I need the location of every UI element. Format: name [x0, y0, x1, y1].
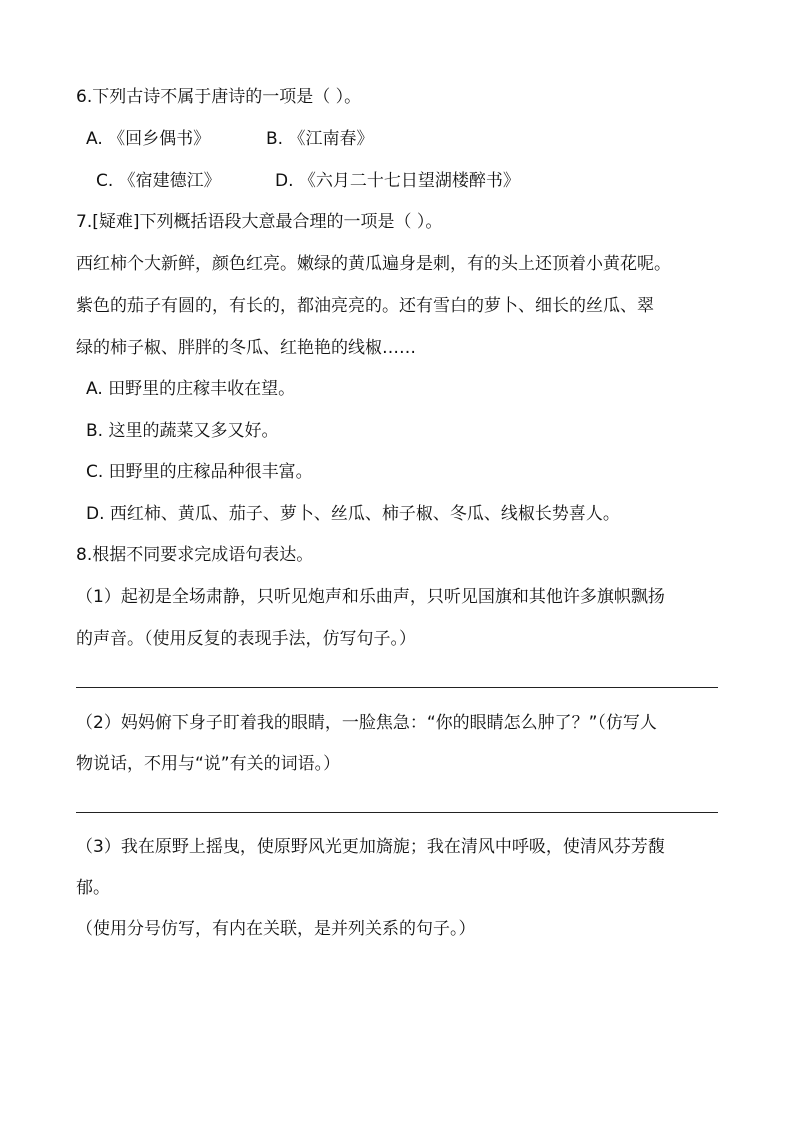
q8-part2-line-2: 物说话，不用与“说”有关的词语。） [76, 754, 341, 774]
q7-stem: 7.[疑难]下列概括语段大意最合理的一项是（ ）。 [76, 212, 443, 232]
q8-part1-line-1: （1）起初是全场肃静，只听见炮声和乐曲声，只听见国旗和其他许多旗帜飘扬 [76, 587, 665, 607]
q8-part3-line-1: （3）我在原野上摇曳，使原野风光更加旖旎；我在清风中呼吸，使清风芬芳馥 [76, 837, 665, 857]
q6-option-c: C. 《宿建德江》 [96, 171, 221, 191]
q8-part3-line-3: （使用分号仿写，有内在关联，是并列关系的句子。） [76, 919, 476, 939]
q6-option-b: B. 《江南春》 [266, 129, 374, 149]
q6-option-d: D. 《六月二十七日望湖楼醉书》 [275, 171, 520, 191]
q7-option-a: A. 田野里的庄稼丰收在望。 [86, 379, 296, 399]
q8-part1-line-2: 的声音。（使用反复的表现手法，仿写句子。） [76, 629, 416, 649]
q8-part2-answer-line[interactable] [76, 812, 718, 813]
q8-part2-line-1: （2）妈妈俯下身子盯着我的眼睛，一脸焦急：“你的眼睛怎么肿了？”（仿写人 [76, 713, 657, 733]
q7-option-c: C. 田野里的庄稼品种很丰富。 [86, 462, 313, 482]
q8-part1-answer-line[interactable] [76, 687, 718, 688]
q6-stem: 6.下列古诗不属于唐诗的一项是（ ）。 [76, 87, 362, 107]
q6-option-a: A. 《回乡偶书》 [86, 129, 211, 149]
q7-option-d: D. 西红柿、黄瓜、茄子、萝卜、丝瓜、柿子椒、冬瓜、线椒长势喜人。 [86, 504, 620, 524]
q7-passage-line-3: 绿的柿子椒、胖胖的冬瓜、红艳艳的线椒…… [76, 338, 416, 358]
q8-part3-line-2: 郁。 [76, 878, 110, 898]
q7-option-b: B. 这里的蔬菜又多又好。 [86, 421, 279, 441]
q8-stem: 8.根据不同要求完成语句表达。 [76, 545, 314, 565]
q7-passage-line-1: 西红柿个大新鲜，颜色红亮。嫩绿的黄瓜遍身是刺，有的头上还顶着小黄花呢。 [76, 254, 671, 274]
q7-passage-line-2: 紫色的茄子有圆的，有长的，都油亮亮的。还有雪白的萝卜、细长的丝瓜、翠 [76, 296, 654, 316]
